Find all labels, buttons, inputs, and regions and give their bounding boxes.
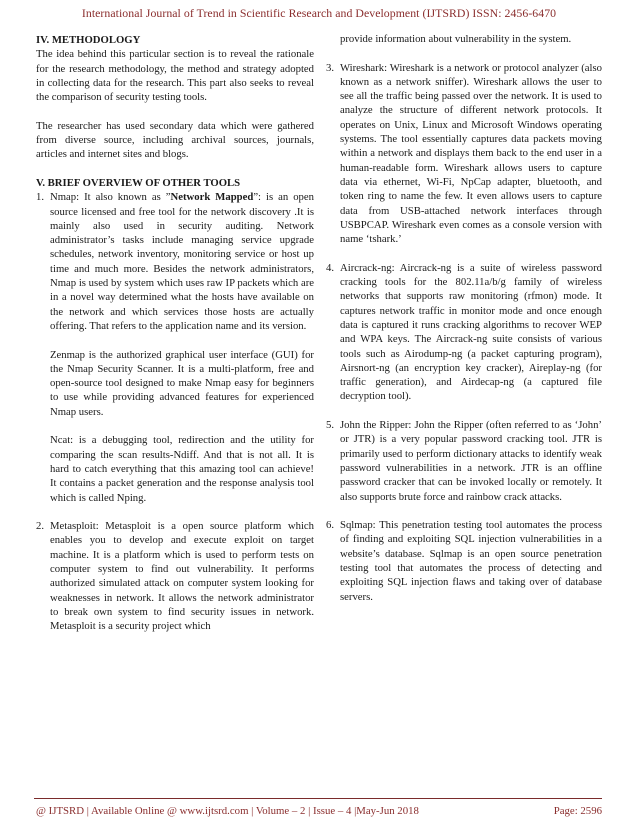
nmap-bold-term: Network Mapped — [170, 191, 254, 204]
list-item-aircrack — [326, 261, 602, 404]
footer-info: @ IJTSRD | Available Online @ www.ijtsrd.com | Volume – 2 | Issue – 4 |May-Jun 2018 — [36, 805, 419, 817]
john-the-ripper-text: John the Ripper: John the Ripper (often referred to as ‘John’ or JTR) is a very popular password cracking tool. JTR is primarily used to perform dictionary attacks to identify weak password vulnerabilities in a network. JTR is an offline password cracker that can be invoked locally or remotely. It also supports brute force and rainbow crack attacks. — [340, 419, 602, 503]
right-column — [326, 32, 602, 604]
list-item-metasploit — [36, 519, 314, 633]
page-footer — [36, 805, 602, 817]
list-item-wireshark — [326, 61, 602, 247]
metasploit-text: Metasploit: Metasploit is a open source platform which enables you to develop and execute exploit on target machine. It is a platform which is used to perform tests on computer system to find out vulnerability. It performs authorized simulated attack on computer system looking for weaknesses in network. It allows the network administrator to break own system to find security issues in network. Metasploit is a security project which — [50, 520, 314, 633]
list-number: 4. — [326, 261, 335, 274]
wireshark-text: Wireshark: Wireshark is a network or protocol analyzer (also known as a network sniffer). Wireshark allows the user to see all the traffic being passed over the network. It is used to analyze the structure of different network protocols. It operates on Unix, Linux and Microsoft Windows operating systems. The tool essentially captures data packets moving within a network and displays them back to the end user in a human-readable form. Wireshark allows users to capture data via ethernet, Wi-Fi, NpCap adapter, bluetooth, and token ring to name the few. It even allows users to capture data from USB-attached network interfaces through USBPCAP. Wireshark even comes as a console version with name ‘tshark.’ — [340, 61, 602, 246]
aircrack-text: Aircrack-ng: Aircrack-ng is a suite of wireless password cracking tools for the 802.11a/b/g family of wireless networks that supports raw monitoring (rfmon) mode. It captures network traffic in monitor mode and once enough data is captured it runs cracking algorithms to recover WEP and WPA keys. The Aircrack-ng suite consists of various tools such as Airodump-ng (a packet capturing program), Airsnort-ng (an encryption key cracker), Aireplay-ng (for traffic generation), and Airdecap-ng (a captured file decryption tool). — [340, 261, 602, 403]
section-heading-tools: V. BRIEF OVERVIEW OF OTHER TOOLS — [36, 176, 241, 189]
ncat-paragraph: Ncat: is a debugging tool, redirection and the utility for comparing the scan results-Ndiff. And that is not all. It is hard to catch everything that this amazing tool can achieve! It contains a packet generation and the response analysis tool which is called Nping. — [50, 434, 314, 504]
list-item-sqlmap — [326, 518, 602, 604]
list-number: 2. — [36, 520, 45, 533]
list-number: 5. — [326, 419, 335, 432]
list-number: 6. — [326, 519, 335, 532]
list-item-john-the-ripper — [326, 418, 602, 504]
list-number: 1. — [36, 191, 45, 204]
methodology-paragraph-1: The idea behind this particular section is to reveal the rationale for the research methodology, the method and strategy adopted in collecting data for the research. This part also seeks to reveal the comparison of security testing tools. — [36, 48, 314, 104]
sqlmap-text: Sqlmap: This penetration testing tool automates the process of finding and exploiting SQL injection vulnerabilities in a website’s database. Sqlmap is an open source penetration testing tool that automates the process of detecting and exploiting SQL injection flaws and taking over of database servers. — [340, 519, 602, 603]
nmap-text-post: ”: is an open source licensed and free tool for the network discovery .It is mainly also used in security auditing. Network administrator’s tasks include managing service upgrade schedules, network inventory, monitoring service or host up time and much more. Besides the network administrators, Nmap is used by system which uses raw IP packets which are in a novel way determined what the hosts have available on the network and which services those hosts are actually offering. That refers to the application name and its version. — [50, 191, 314, 332]
metasploit-continuation: provide information about vulnerability in the system. — [340, 33, 572, 45]
nmap-text-pre: Nmap: It also known as ” — [50, 191, 171, 204]
nmap-text — [50, 190, 314, 333]
footer-divider — [34, 798, 602, 799]
page-number: Page: 2596 — [553, 805, 602, 817]
methodology-paragraph-2: The researcher has used secondary data which were gathered from diverse source, including archival sources, journals, articles and internet sites and blogs. — [36, 119, 314, 161]
journal-header: International Journal of Trend in Scientific Research and Development (IJTSRD) ISSN: 2456-6470 — [81, 6, 557, 20]
left-column — [36, 33, 314, 633]
section-heading-methodology: IV. METHODOLOGY — [36, 34, 141, 46]
zenmap-paragraph: Zenmap is the authorized graphical user interface (GUI) for the Nmap Security Scanner. It is a multi-platform, free and open-source tool designed to make Nmap easy for beginners to use while providing advanced features for experienced Nmap users. — [50, 348, 314, 418]
list-item-nmap — [36, 190, 314, 333]
list-number: 3. — [326, 61, 335, 74]
